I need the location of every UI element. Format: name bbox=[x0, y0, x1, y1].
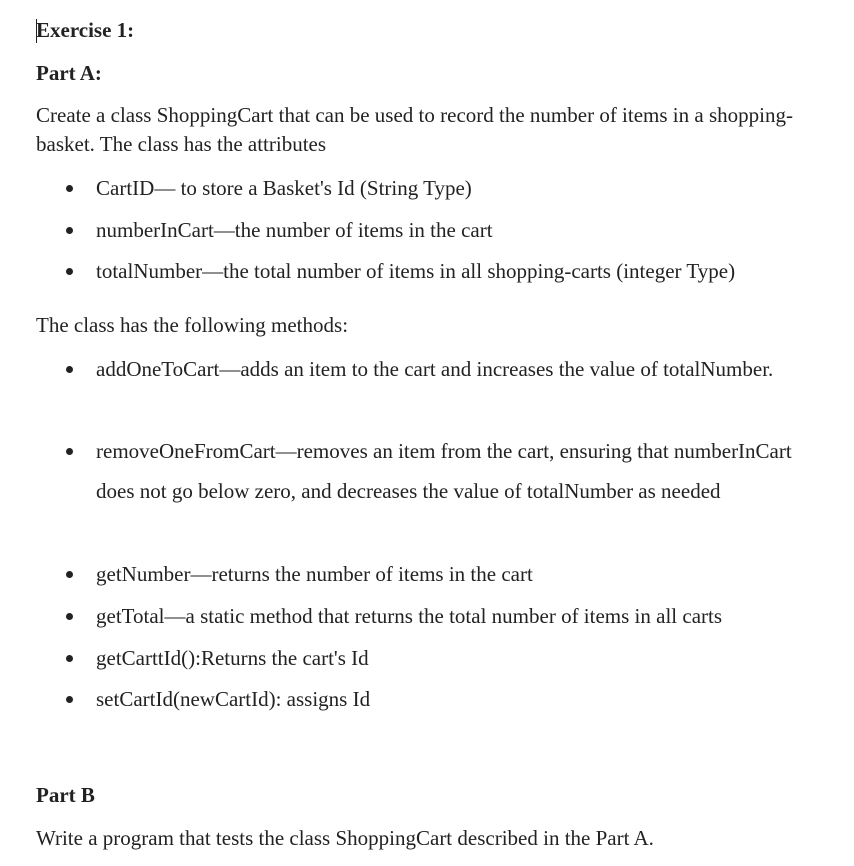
bullet-icon bbox=[66, 655, 73, 662]
exercise-title: Exercise 1: bbox=[36, 18, 135, 42]
method-item-addonetocart: addOneToCart—adds an item to the cart and increases the value of totalNumber. bbox=[96, 357, 774, 381]
bullet-icon bbox=[66, 696, 73, 703]
method-item-gettotal: getTotal—a static method that returns the total number of items in all carts bbox=[96, 604, 723, 628]
attribute-item-cartid: CartID— to store a Basket's Id (String Type) bbox=[96, 176, 472, 200]
method-item-getnumber: getNumber—returns the number of items in the cart bbox=[96, 562, 533, 586]
part-b-text: Write a program that tests the class ShoppingCart described in the Part A. bbox=[36, 826, 654, 850]
methods-intro: The class has the following methods: bbox=[36, 313, 349, 337]
bullet-icon bbox=[66, 448, 73, 455]
part-b-heading: Part B bbox=[36, 783, 95, 807]
bullet-icon bbox=[66, 268, 73, 275]
bullet-icon bbox=[66, 185, 73, 192]
method-item-getcartid: getCarttId():Returns the cart's Id bbox=[96, 646, 369, 670]
bullet-icon bbox=[66, 227, 73, 234]
method-item-removeonefromcart: removeOneFromCart—removes an item from the cart, ensuring that numberInCart does not go below zero, and decreases the value of totalNumber as needed bbox=[96, 439, 792, 503]
attribute-item-totalnumber: totalNumber—the total number of items in all shopping-carts (integer Type) bbox=[96, 259, 736, 283]
bullet-icon bbox=[66, 613, 73, 620]
attribute-item-numberincart: numberInCart—the number of items in the cart bbox=[96, 218, 493, 242]
part-a-intro: Create a class ShoppingCart that can be used to record the number of items in a shopping-basket. The class has the attributes bbox=[36, 103, 793, 156]
part-a-heading: Part A: bbox=[36, 61, 102, 85]
bullet-icon bbox=[66, 571, 73, 578]
bullet-icon bbox=[66, 366, 73, 373]
method-item-setcartid: setCartId(newCartId): assigns Id bbox=[96, 687, 371, 711]
